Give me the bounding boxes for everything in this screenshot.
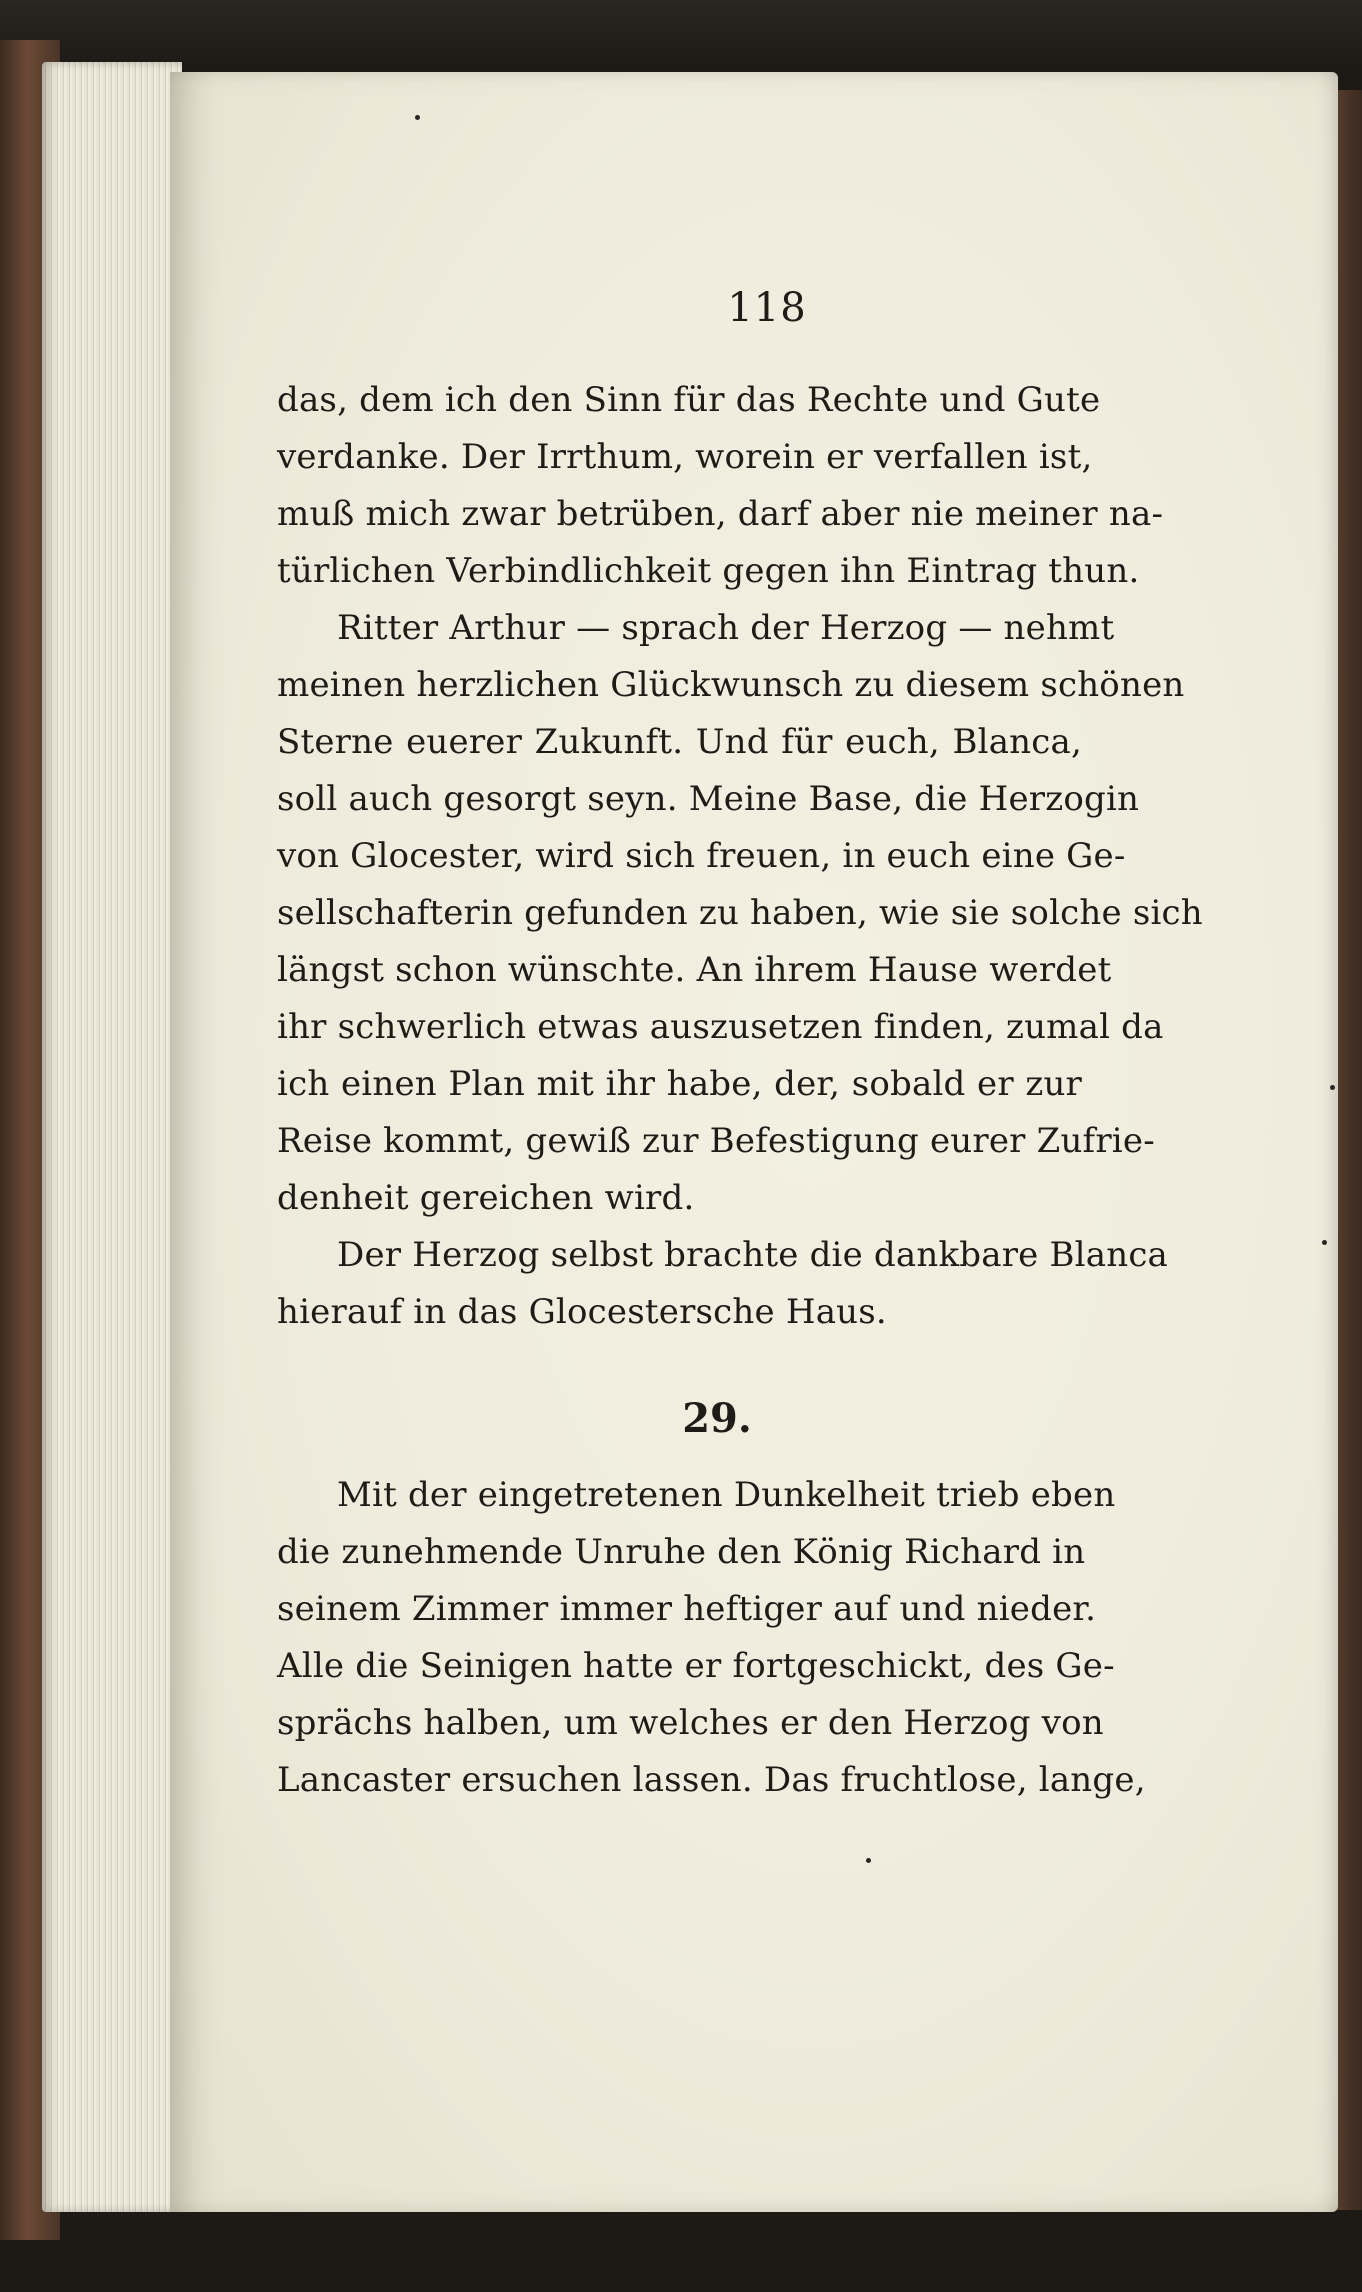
text-line: seinem Zimmer immer heftiger auf und nieder. bbox=[277, 1589, 1097, 1629]
paper-speck bbox=[866, 1858, 871, 1863]
page-edges bbox=[42, 62, 182, 2212]
text-line: das, dem ich den Sinn für das Rechte und Gute bbox=[277, 380, 1101, 420]
text-line: Alle die Seinigen hatte er fortgeschickt, des Ge- bbox=[277, 1646, 1115, 1686]
text-line: Ritter Arthur — sprach der Herzog — nehmt bbox=[337, 608, 1115, 648]
chapter-number: 29. bbox=[682, 1395, 752, 1442]
paper-speck bbox=[1322, 1240, 1327, 1245]
paper-speck bbox=[1330, 1085, 1335, 1090]
text-line: die zunehmende Unruhe den König Richard in bbox=[277, 1532, 1086, 1572]
text-line: Mit der eingetretenen Dunkelheit trieb eben bbox=[337, 1475, 1116, 1515]
text-line: hierauf in das Glocestersche Haus. bbox=[277, 1292, 887, 1332]
text-line: soll auch gesorgt seyn. Meine Base, die Herzogin bbox=[277, 779, 1140, 819]
background bbox=[0, 0, 1362, 70]
text-line: Sterne euerer Zukunft. Und für euch, Blanca, bbox=[277, 722, 1082, 762]
text-line: von Glocester, wird sich freuen, in euch eine Ge- bbox=[277, 836, 1126, 876]
text-line: türlichen Verbindlichkeit gegen ihn Eintrag thun. bbox=[277, 551, 1140, 591]
text-line: Der Herzog selbst brachte die dankbare Blanca bbox=[337, 1235, 1169, 1275]
text-line: muß mich zwar betrüben, darf aber nie meiner na- bbox=[277, 494, 1164, 534]
text-line: denheit gereichen wird. bbox=[277, 1178, 695, 1218]
text-line: ihr schwerlich etwas auszusetzen finden, zumal da bbox=[277, 1007, 1164, 1047]
text-line: meinen herzlichen Glückwunsch zu diesem schönen bbox=[277, 665, 1185, 705]
text-line: sellschafterin gefunden zu haben, wie sie solche sich bbox=[277, 893, 1203, 933]
text-line: längst schon wünschte. An ihrem Hause werdet bbox=[277, 950, 1112, 990]
text-line: Lancaster ersuchen lassen. Das fruchtlose, lange, bbox=[277, 1760, 1146, 1800]
paper-speck bbox=[415, 115, 420, 120]
text-line: verdanke. Der Irrthum, worein er verfallen ist, bbox=[277, 437, 1093, 477]
text-line: Reise kommt, gewiß zur Befestigung eurer Zufrie- bbox=[277, 1121, 1155, 1161]
page-number: 118 bbox=[727, 285, 807, 331]
text-line: sprächs halben, um welches er den Herzog von bbox=[277, 1703, 1104, 1743]
text-line: ich einen Plan mit ihr habe, der, sobald er zur bbox=[277, 1064, 1082, 1104]
